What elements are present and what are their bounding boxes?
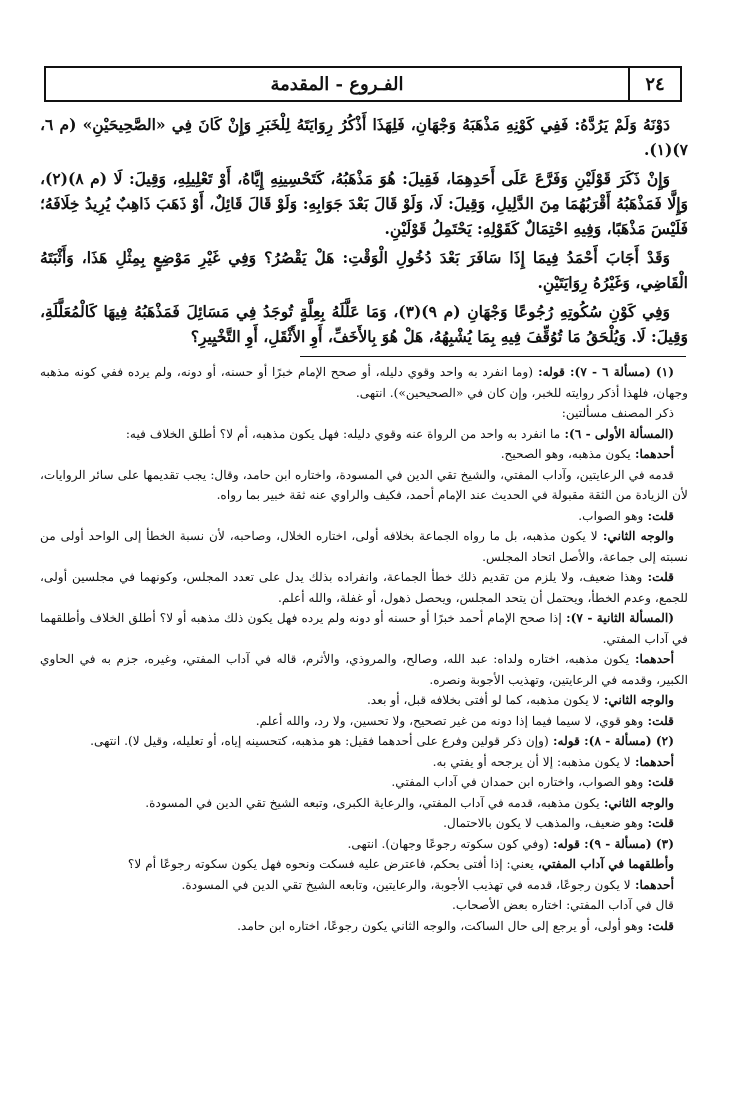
footnote-text: يكون مذهبه، قدمه في آداب المفتي، والرعاية الكبرى، وتبعه الشيخ تقي الدين في المسودة. [145,795,600,810]
footnote-lead: وأطلقهما في آداب المفتي، [533,857,674,871]
footnote-line [40,465,688,506]
footnote-text: (وما انفرد به واحد وقوي دليله، أو صحح الإمام خبرًا أو حسنه، أو دونه، ولم يرده ففي كونه مذهبه وجهان، فلهذا أذكر روايته للخبر، وإن كان في «الصحيحين»). انتهى. [40,365,688,400]
footnote-lead: والوجه الثاني: [597,529,675,543]
footnote-line [40,895,688,916]
footnote-lead: (٣) (مسألة - ٩): قوله: [548,836,674,851]
footnote-text: قال في آداب المفتي: اختاره بعض الأصحاب. [452,898,674,912]
main-paragraph: وَقَدْ أَجَابَ أَحْمَدُ فِيمَا إِذَا سَافَرَ بَعْدَ دُخُولِ الْوَقْتِ: هَلْ يَقْصُرُ؟ وَفِي غَيْرِ مَوْضِعٍ بِمِثْلِ هَذَا، وَأَثْبَتَهُ الْقَاضِي، وَغَيْرُهُ رِوَايَتَيْنِ. [40,248,688,292]
footnote-lead: (المسألة الثانية - ٧): [561,611,674,625]
footnote-line [40,793,688,814]
footnote-line [40,813,688,834]
footnote-lead: أحدهما: [630,754,674,769]
footnote-line [40,690,688,711]
footnote-lead: (١) (مسألة ٦ - ٧): قوله: [533,365,674,379]
footnote-lead: قلت: [643,713,674,728]
footnote-line [40,875,688,896]
footnote-line [40,444,688,465]
footnote-text: إذا صحح الإمام أحمد خبرًا أو حسنه أو دونه ولم يرده فهل يكون ذلك مذهبه أو لا؟ أطلق الخلاف وأطلقهما في آداب المفتي. [40,611,688,646]
footnote-lead: قلت: [643,508,674,523]
footnote-text: وهو قوي، لا سيما فيما إذا دونه من غير تصحيح، ولا تحسين، ولا رد، والله أعلم. [255,713,644,728]
footnote-lead: والوجه الثاني: [599,693,674,707]
footnote-line [40,362,688,403]
footnote-line [40,752,688,773]
footnote-lead: (المسألة الأولى - ٦): [560,426,674,441]
footnote-lead: أحدهما: [630,877,674,892]
footnote-line [40,731,688,752]
footnote-text: يعني: إذا أفتى بحكم، فاعترض عليه فسكت ونحوه فهل يكون سكوته رجوعًا أم لا؟ [127,857,534,871]
footnote-lead: أحدهما: [629,652,674,666]
page-header [44,66,682,102]
footnote-text: (وفي كون سكوته رجوعًا وجهان). انتهى. [347,836,549,851]
footnote-text: وهو أولى، أو يرجع إلى حال الساكت، والوجه الثاني يكون رجوعًا، اختاره ابن حامد. [237,918,644,933]
footnote-text: وهو الصواب، واختاره ابن حمدان في آداب المفتي. [391,775,644,789]
footnote-line [40,506,688,527]
main-paragraph: وَإِنْ ذَكَرَ قَوْلَيْنِ وَفَرَّعَ عَلَى أَحَدِهِمَا، فَقِيلَ: هُوَ مَذْهَبُهُ، كَتَحْسِينِهِ إِيَّاهُ، أَوْ تَعْلِيلِهِ، وَقِيلَ: لَا (م ٨)(٢)، وَإِلَّا فَمَذْهَبُهُ أَقْرَبُهُمَا مِنَ الدَّلِيلِ، وَقِيلَ: لَا، وَلَوْ قَالَ بَعْدَ جَوَابِهِ: وَلَوْ قَالَ قَائِلٌ، أَوْ ذَهَبَ ذَاهِبٌ يُرِيدُ خِلَافَهُ؛ فَلَيْسَ مَذْهَبًا، وَفِيهِ احْتِمَالٌ كَقَوْلِهِ: يَحْتَمِلُ قَوْلَيْنِ. [40,169,688,238]
footnote-divider [300,356,686,357]
footnote-line [40,854,688,875]
main-paragraph: دَوْنَهُ وَلَمْ يَرُدَّهُ: فَفِي كَوْنِهِ مَذْهَبَهُ وَجْهَانِ، فَلِهَذَا أَذْكُرُ رِوَايَتَهُ لِلْخَبَرِ وَإِنْ كَانَ فِي «الصَّحِيحَيْنِ» (م ٦، ٧)(١). [40,115,688,159]
footnote-line [40,608,688,649]
footnote-text: يكون مذهبه، وهو الصحيح. [500,447,631,461]
footnote-text: لا يكون مذهبه: إلا أن يرجحه أو يفتي به. [432,754,631,769]
footnote-line [40,403,688,424]
footnote-text: ذكر المصنف مسألتين: [561,406,674,420]
main-text [40,112,688,353]
footnote-lead: قلت: [643,816,674,830]
footnote-line [40,567,688,608]
footnote-line [40,526,688,567]
footnote-text: لا يكون رجوعًا، قدمه في تهذيب الأجوبة، والرعايتين، وتابعه الشيخ تقي الدين في المسودة. [181,877,631,892]
footnote-text: وهذا ضعيف، ولا يلزم من تقديم ذلك خطأ الجماعة، وانفراده بذلك يدل على تعدد المجلس، وكونهما في مجلسين أولى، للجمع، وعدم الخطأ، ويحتمل أن يتحد المجلس، ويحصل ذهول، أو غفلة، والله أعلم. [40,570,688,605]
footnote-text: يكون مذهبه، اختاره ولداه: عبد الله، وصالح، والمروذي، والأثرم، قاله في آداب المفتي، وغيره، جزم به في الحاوي الكبير، وقدمه في الرعايتين، وتهذيب الأجوبة ونصره. [40,652,688,687]
footnote-text: قدمه في الرعايتين، وآداب المفتي، والشيخ تقي الدين في المسودة، واختاره ابن حامد، وقال: يجب تقديمها على سائر الروايات، لأن الزيادة من الثقة مقبولة في الحديث عند الإمام أحمد، فكيف والراوي عنه ثقة خبير بما رواه. [40,467,688,502]
footnote-line [40,649,688,690]
footnote-text: ما انفرد به واحد من الرواة عنه وقوي دليله: فهل يكون مذهبه، أم لا؟ أطلق الخلاف فيه: [125,426,561,441]
main-paragraph: وَفِي كَوْنِ سُكُوتِهِ رُجُوعًا وَجْهَانِ (م ٩)(٣)، وَمَا عَلَّلَهُ بِعِلَّةٍ تُوجَدُ فِي مَسَائِلَ فَمَذْهَبُهُ فِيهَا كَالْمُعَلَّلَةِ، وَقِيلَ: لَا. وَيُلْحَقُ مَا تُوُقِّفَ فِيهِ بِمَا يُشْبِهُهُ، هَلْ هُوَ بِالأَخَفِّ، أَوِ الأَثْقَلِ، أَوِ التَّخْيِيرِ؟ [40,302,688,346]
footnote-text: وهو ضعيف، والمذهب لا يكون بالاحتمال. [443,816,644,830]
footnote-text: (وإن ذكر قولين وفرع على أحدهما فقيل: هو مذهبه، كتحسينه إياه، أو تعليله، وقيل لا). انتهى. [90,734,549,748]
footnote-line [40,772,688,793]
running-title: الفـروع - المقدمة [270,73,404,95]
footnote-lead: (٢) (مسألة - ٨): قوله: [548,734,674,748]
footnote-line [40,834,688,855]
footnote-text: لا يكون مذهبه، كما لو أفتى بخلافه قبل، أو بعد. [366,693,600,707]
footnote-text: لا يكون مذهبه، بل ما رواه الجماعة بخلافه أولى، اختاره الخلال، وصاحبه، لأن نسبة الخطأ إلى الواحد أولى من نسبته إلى جماعة، والأصل اتحاد المجلس. [40,529,688,564]
page-number: ٢٤ [628,68,680,100]
footnote-line [40,711,688,732]
footnotes [40,362,688,936]
footnote-lead: أحدهما: [630,447,674,461]
footnote-lead: والوجه الثاني: [599,795,674,810]
footnote-text: وهو الصواب. [578,508,644,523]
footnote-lead: قلت: [642,570,674,584]
footnote-line [40,424,688,445]
footnote-lead: قلت: [643,918,674,933]
footnote-line [40,916,688,937]
footnote-lead: قلت: [643,775,674,789]
